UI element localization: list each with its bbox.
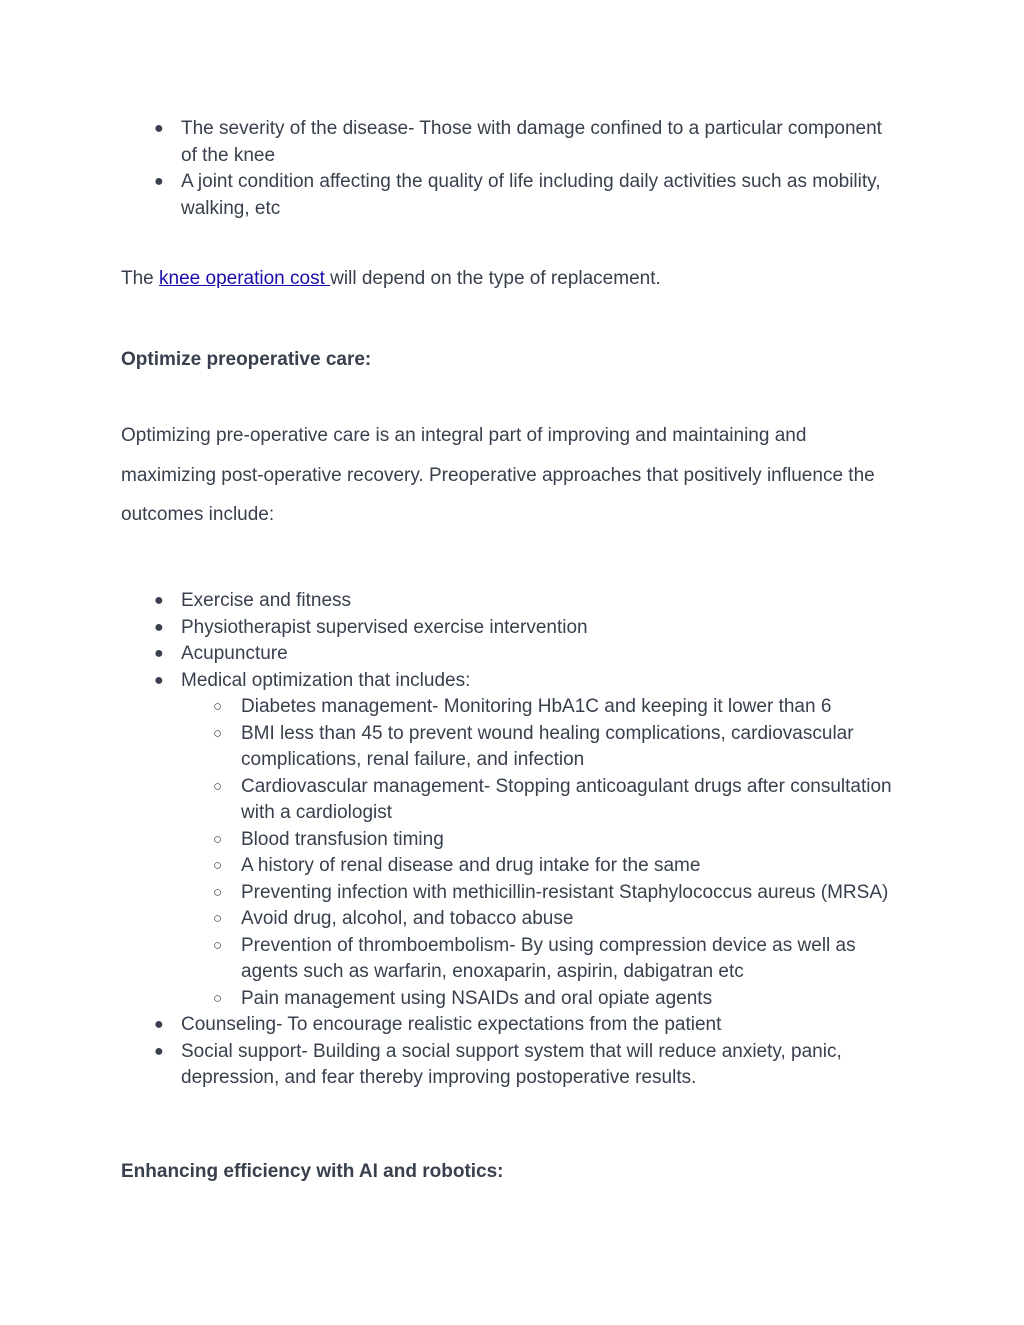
list-item-text: Social support- Building a social support system that will reduce anxiety, panic, depression, and fear thereby improving postoperative results. xyxy=(181,1040,842,1088)
cost-paragraph xyxy=(121,266,901,293)
sub-list-item-text: BMI less than 45 to prevent wound healing complications, cardiovascular complications, renal failure, and infection xyxy=(241,722,854,770)
sub-list-item-text: A history of renal disease and drug intake for the same xyxy=(241,855,701,876)
sub-bullet-marker: ○ xyxy=(213,777,223,795)
sub-list-item-text: Prevention of thromboembolism- By using compression device as well as agents such as warfarin, enoxaparin, aspirin, dabigatran etc xyxy=(241,934,856,982)
sub-bullet-marker: ○ xyxy=(213,830,223,848)
bullet-marker: ● xyxy=(154,173,164,190)
sub-list-item xyxy=(181,774,901,827)
list-item xyxy=(121,169,901,222)
list-item-text: Exercise and fitness xyxy=(181,590,352,611)
list-item-text: Acupuncture xyxy=(181,643,288,664)
sub-list-item xyxy=(181,933,901,986)
list-item-text: Physiotherapist supervised exercise intervention xyxy=(181,616,588,638)
section-heading-preoperative: Optimize preoperative care: xyxy=(121,349,372,370)
sub-list-item-text: Pain management using NSAIDs and oral opiate agents xyxy=(241,987,713,1009)
medical-optimization-sublist xyxy=(181,694,901,1012)
list-item xyxy=(121,615,901,642)
sub-list-item xyxy=(181,880,901,907)
sub-list-item xyxy=(181,721,901,774)
sub-bullet-marker: ○ xyxy=(213,724,223,742)
bullet-marker: ● xyxy=(154,592,164,609)
bullet-marker: ● xyxy=(154,618,164,636)
sub-list-item xyxy=(181,853,901,880)
top-bullet-list xyxy=(121,116,901,222)
list-item-text: Counseling- To encourage realistic expectations from the patient xyxy=(181,1014,722,1035)
sub-bullet-marker: ○ xyxy=(213,698,223,715)
list-item xyxy=(121,588,901,615)
list-item xyxy=(121,641,901,668)
sub-bullet-marker: ○ xyxy=(213,989,223,1007)
sub-bullet-marker: ○ xyxy=(213,910,223,927)
sub-list-item-text: Blood transfusion timing xyxy=(241,828,444,850)
bullet-marker: ● xyxy=(154,671,164,689)
sub-bullet-marker: ○ xyxy=(213,883,223,901)
sub-bullet-marker: ○ xyxy=(213,936,223,954)
list-item xyxy=(121,1012,901,1039)
knee-operation-cost-link[interactable]: knee operation cost xyxy=(159,268,331,289)
preoperative-paragraph: Optimizing pre-operative care is an integral part of improving and maintaining and maximizing post-operative recovery. Preoperative approaches that positively influence the outcomes include: xyxy=(121,425,875,525)
sub-list-item-text: Avoid drug, alcohol, and tobacco abuse xyxy=(241,908,574,929)
sub-list-item xyxy=(181,694,901,721)
sub-bullet-marker: ○ xyxy=(213,857,223,874)
sub-list-item xyxy=(181,986,901,1013)
sub-list-item-text: Diabetes management- Monitoring HbA1C and keeping it lower than 6 xyxy=(241,696,832,717)
list-item-text: Medical optimization that includes: xyxy=(181,669,471,691)
list-item-text: The severity of the disease- Those with damage confined to a particular component of the knee xyxy=(181,118,882,166)
bullet-marker: ● xyxy=(154,1042,164,1060)
bullet-marker: ● xyxy=(154,1016,164,1033)
section-heading-ai-robotics: Enhancing efficiency with AI and robotics: xyxy=(121,1161,504,1182)
sub-list-item xyxy=(181,906,901,933)
list-item xyxy=(121,668,901,1013)
cost-paragraph-suffix: will depend on the type of replacement. xyxy=(330,268,661,289)
sub-list-item-text: Preventing infection with methicillin-resistant Staphylococcus aureus (MRSA) xyxy=(241,881,889,903)
sub-list-item xyxy=(181,827,901,854)
bullet-marker: ● xyxy=(154,645,164,662)
list-item-text: A joint condition affecting the quality of life including daily activities such as mobility, walking, etc xyxy=(181,171,881,219)
list-item xyxy=(121,1039,901,1092)
cost-paragraph-prefix: The xyxy=(121,268,160,289)
sub-list-item-text: Cardiovascular management- Stopping anticoagulant drugs after consultation with a cardiologist xyxy=(241,775,892,823)
bullet-marker: ● xyxy=(154,120,164,137)
preoperative-bullet-list xyxy=(121,588,901,1092)
list-item xyxy=(121,116,901,169)
